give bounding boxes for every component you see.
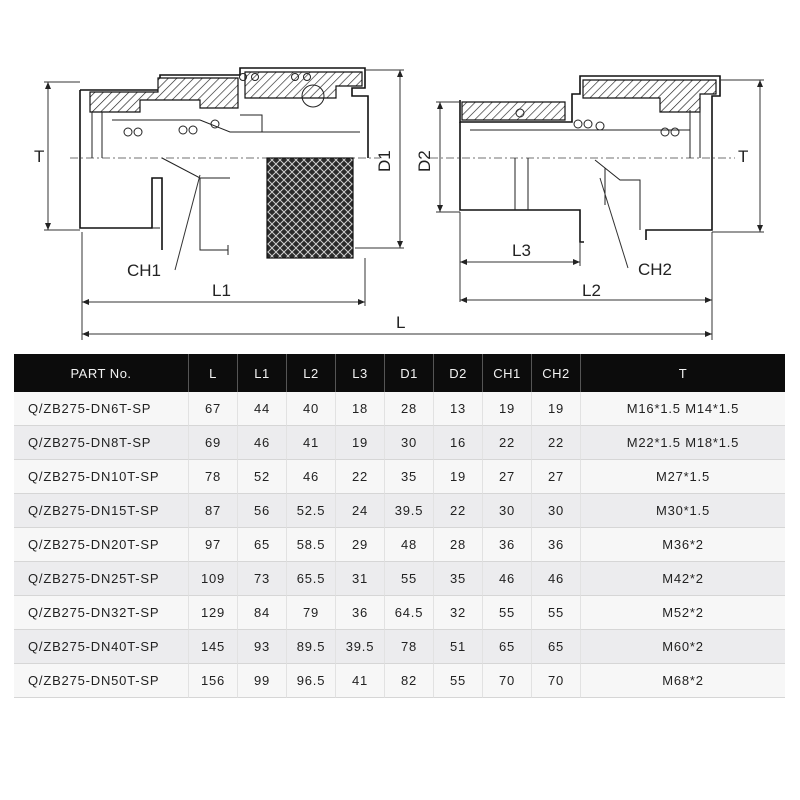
cell-d2: 55 [434, 664, 483, 698]
cell-part: Q/ZB275-DN15T-SP [14, 494, 189, 528]
cell-l2: 96.5 [287, 664, 336, 698]
cell-l3: 22 [336, 460, 385, 494]
cell-ch1: 65 [483, 630, 532, 664]
spec-table-body [14, 392, 785, 698]
cell-ch2: 36 [532, 528, 581, 562]
header-d2: D2 [434, 354, 483, 392]
table-row [14, 494, 785, 528]
label-ch1: CH1 [127, 261, 162, 280]
cell-l: 87 [189, 494, 238, 528]
label-l3: L3 [512, 241, 531, 260]
header-ch2: CH2 [532, 354, 581, 392]
cell-l3: 39.5 [336, 630, 385, 664]
cell-l1: 93 [238, 630, 287, 664]
cell-l2: 65.5 [287, 562, 336, 596]
cell-ch1: 70 [483, 664, 532, 698]
table-row [14, 528, 785, 562]
cell-l2: 79 [287, 596, 336, 630]
cell-d1: 39.5 [385, 494, 434, 528]
cell-l1: 44 [238, 392, 287, 426]
cell-d2: 51 [434, 630, 483, 664]
cell-l: 156 [189, 664, 238, 698]
table-row [14, 562, 785, 596]
cell-l3: 19 [336, 426, 385, 460]
cell-ch1: 27 [483, 460, 532, 494]
cell-l1: 99 [238, 664, 287, 698]
label-t-left: T [34, 147, 45, 166]
cell-part: Q/ZB275-DN25T-SP [14, 562, 189, 596]
cell-l1: 73 [238, 562, 287, 596]
cell-l3: 18 [336, 392, 385, 426]
header-l2: L2 [287, 354, 336, 392]
cell-t: M42*2 [581, 562, 785, 596]
cell-d2: 13 [434, 392, 483, 426]
table-row [14, 630, 785, 664]
cell-l1: 52 [238, 460, 287, 494]
label-t-right: T [738, 147, 749, 166]
cell-d1: 78 [385, 630, 434, 664]
table-row [14, 426, 785, 460]
cell-ch2: 70 [532, 664, 581, 698]
cell-ch2: 27 [532, 460, 581, 494]
cell-d2: 32 [434, 596, 483, 630]
cell-t: M68*2 [581, 664, 785, 698]
cell-l1: 46 [238, 426, 287, 460]
label-d1: D1 [375, 150, 394, 172]
cell-l2: 52.5 [287, 494, 336, 528]
cell-part: Q/ZB275-DN6T-SP [14, 392, 189, 426]
cell-d1: 82 [385, 664, 434, 698]
cell-d1: 30 [385, 426, 434, 460]
right-coupling-half [430, 76, 735, 268]
cell-ch1: 46 [483, 562, 532, 596]
cell-ch2: 30 [532, 494, 581, 528]
cell-ch1: 30 [483, 494, 532, 528]
spec-table [14, 354, 785, 698]
header-l: L [189, 354, 238, 392]
cell-ch2: 46 [532, 562, 581, 596]
table-header-row [14, 354, 785, 392]
cell-t: M52*2 [581, 596, 785, 630]
cell-l3: 29 [336, 528, 385, 562]
header-d1: D1 [385, 354, 434, 392]
cell-t: M22*1.5 M18*1.5 [581, 426, 785, 460]
cell-t: M27*1.5 [581, 460, 785, 494]
cell-d2: 35 [434, 562, 483, 596]
cell-d1: 48 [385, 528, 434, 562]
cell-d1: 55 [385, 562, 434, 596]
cell-l2: 46 [287, 460, 336, 494]
coupling-drawing [0, 0, 800, 350]
header-l3: L3 [336, 354, 385, 392]
cell-ch2: 55 [532, 596, 581, 630]
cell-ch1: 55 [483, 596, 532, 630]
header-l1: L1 [238, 354, 287, 392]
label-l1: L1 [212, 281, 231, 300]
label-l: L [396, 313, 406, 332]
cell-d1: 64.5 [385, 596, 434, 630]
cell-part: Q/ZB275-DN32T-SP [14, 596, 189, 630]
cell-part: Q/ZB275-DN10T-SP [14, 460, 189, 494]
cell-l3: 24 [336, 494, 385, 528]
cell-l1: 65 [238, 528, 287, 562]
cell-d2: 22 [434, 494, 483, 528]
cell-t: M36*2 [581, 528, 785, 562]
table-row [14, 392, 785, 426]
cell-d2: 19 [434, 460, 483, 494]
cell-part: Q/ZB275-DN20T-SP [14, 528, 189, 562]
cell-t: M16*1.5 M14*1.5 [581, 392, 785, 426]
cell-l: 69 [189, 426, 238, 460]
cell-t: M60*2 [581, 630, 785, 664]
header-part-no: PART No. [14, 354, 189, 392]
left-coupling-half [70, 68, 380, 270]
cell-l: 129 [189, 596, 238, 630]
cell-ch1: 19 [483, 392, 532, 426]
cell-l: 109 [189, 562, 238, 596]
cell-ch1: 36 [483, 528, 532, 562]
cell-l: 145 [189, 630, 238, 664]
table-row [14, 460, 785, 494]
cell-ch2: 65 [532, 630, 581, 664]
cell-part: Q/ZB275-DN40T-SP [14, 630, 189, 664]
cell-d2: 16 [434, 426, 483, 460]
label-ch2: CH2 [638, 260, 673, 279]
cell-l2: 58.5 [287, 528, 336, 562]
cell-l2: 40 [287, 392, 336, 426]
table-row [14, 596, 785, 630]
cell-d1: 28 [385, 392, 434, 426]
cell-l1: 84 [238, 596, 287, 630]
cell-part: Q/ZB275-DN8T-SP [14, 426, 189, 460]
cell-l1: 56 [238, 494, 287, 528]
label-d2: D2 [415, 150, 434, 172]
cell-ch2: 22 [532, 426, 581, 460]
cell-l2: 89.5 [287, 630, 336, 664]
header-ch1: CH1 [483, 354, 532, 392]
label-l2: L2 [582, 281, 601, 300]
cell-l3: 31 [336, 562, 385, 596]
cell-l: 78 [189, 460, 238, 494]
cell-l: 97 [189, 528, 238, 562]
cell-t: M30*1.5 [581, 494, 785, 528]
cell-d1: 35 [385, 460, 434, 494]
cell-ch1: 22 [483, 426, 532, 460]
cell-part: Q/ZB275-DN50T-SP [14, 664, 189, 698]
cell-l2: 41 [287, 426, 336, 460]
cell-l3: 36 [336, 596, 385, 630]
cell-l3: 41 [336, 664, 385, 698]
cell-ch2: 19 [532, 392, 581, 426]
table-row [14, 664, 785, 698]
cell-d2: 28 [434, 528, 483, 562]
header-t: T [581, 354, 785, 392]
cell-l: 67 [189, 392, 238, 426]
